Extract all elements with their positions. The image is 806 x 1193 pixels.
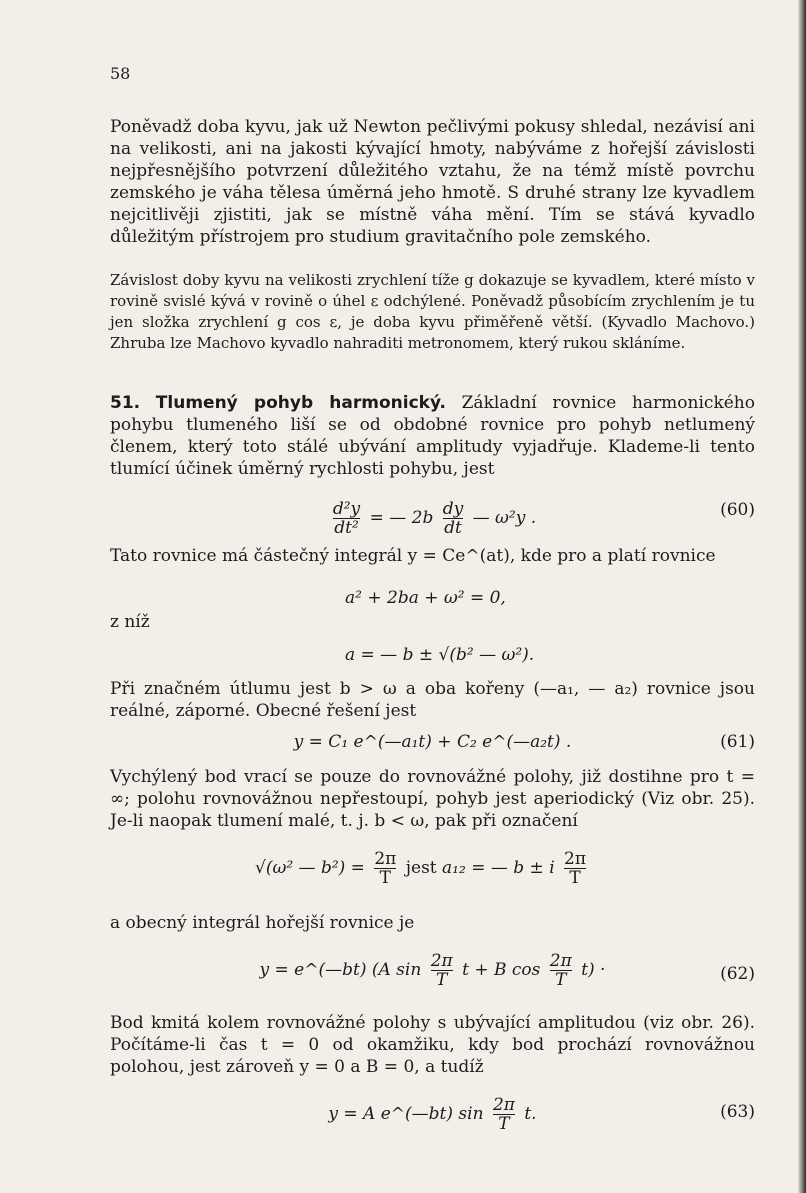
- section-number: 51.: [110, 393, 141, 413]
- equation-number-61: (61): [720, 732, 755, 752]
- equation-62: y = e^(—bt) (A sin $\frac{2\pi}{T}$ t + B cos $\frac{2\pi}{T}$ t) · (62): [259, 951, 755, 990]
- eq60-frac-denominator: dt: [444, 518, 462, 538]
- equation-number-62: (62): [720, 964, 755, 984]
- eq60-frac-numerator: dy: [442, 499, 464, 519]
- equation-60: [110, 490, 755, 536]
- paragraph-general-integral: a obecný integrál hořejší rovnice je: [110, 913, 415, 933]
- section-51-paragraph: [110, 392, 755, 480]
- eq61-expression: y = C₁ e^(—a₁t) + C₂ e^(—a₂t) .: [293, 732, 572, 752]
- equation-characteristic: a² + 2ba + ω² = 0,: [345, 588, 506, 608]
- page-edge-shadow: [798, 0, 806, 1193]
- eqc-jest: jest: [405, 858, 437, 878]
- eq62-left: y = e^(—bt) (A sin: [259, 960, 422, 980]
- eq63-end: t.: [524, 1104, 537, 1124]
- eq60-lhs-numerator: d²y: [332, 499, 361, 519]
- equation-notation: √(ω² — b²) = $\frac{2\pi}{T}$ jest a₁₂ = — b ± i $\frac{2\pi}{T}$: [255, 849, 587, 888]
- paragraph-aperiodic: Vychýlený bod vrací se pouze do rovnovážné polohy, již dostihne pro t = ∞; polohu rovnovážnou nepřestoupí, pohyb jest aperiodický (Viz obr. 25). Je-li naopak tlumení malé, t. j. b < ω, pak při označení: [110, 767, 755, 831]
- equation-number-60: (60): [720, 500, 755, 520]
- eq60-lhs-denominator: dt²: [334, 518, 359, 538]
- eq62-end: t) ·: [581, 960, 606, 980]
- label-z-niz: z níž: [110, 612, 150, 632]
- paragraph-oscillation: Bod kmitá kolem rovnovážné polohy s ubývající amplitudou (viz obr. 26). Počítáme-li čas t = 0 od okamžiku, kdy bod prochází rovnovážnou polohou, jest zároveň y = 0 a B = 0, a tudíž: [110, 1013, 755, 1077]
- eqc-left: √(ω² — b²) =: [255, 858, 365, 878]
- equation-roots: a = — b ± √(b² — ω²).: [345, 645, 535, 665]
- paragraph-strong-damping: Při značném útlumu jest b > ω a oba kořeny (—a₁, — a₂) rovnice jsou reálné, záporné. Obecné řešení jest: [110, 679, 755, 721]
- paragraph-partial-integral: Tato rovnice má částečný integrál y = Ce^(at), kde pro a platí rovnice: [110, 546, 716, 566]
- equation-number-63: (63): [720, 1102, 755, 1122]
- eq60-middle: = — 2b: [369, 508, 434, 528]
- section-intro-text: Základní rovnice harmonického pohybu tlumeného liší se od obdobné rovnice pro pohyb netlumený členem, který toto stálé ubývání amplitudy vyjadřuje. Klademe-li tento tlumící účinek úměrný rychlosti pohybu, jest: [110, 393, 755, 479]
- eq63-left: y = A e^(—bt) sin: [328, 1104, 484, 1124]
- equation-61: [110, 722, 755, 768]
- eq62-middle: t + B cos: [462, 960, 541, 980]
- paragraph-small-print: Závislost doby kyvu na velikosti zrychlení tíže g dokazuje se kyvadlem, které místo v rovině svislé kývá v rovině o úhel ε odchýlené. Poněvadž působícím zrychlením je tu jen složka zrychlení g cos ε, je doba kyvu přiměřeně větší. (Kyvadlo Machovo.) Zhruba lze Machovo kyvadlo nahraditi metronomem, který rukou skláníme.: [110, 271, 755, 352]
- section-title: Tlumený pohyb harmonický.: [155, 393, 446, 413]
- page-number: 58: [110, 64, 131, 83]
- eqc-right: a₁₂ = — b ± i: [442, 858, 555, 878]
- eq60-rest: — ω²y .: [472, 508, 537, 528]
- paragraph-newton: Poněvadž doba kyvu, jak už Newton pečlivými pokusy shledal, nezávisí ani na velikosti, ani na jakosti kývající hmoty, nabýváme z hořejší závislosti nejpřesnějšího potvrzení důležitého vztahu, že na témž místě povrchu zemského je váha tělesa úměrná jeho hmotě. S druhé strany lze kyvadlem nejcitlivěji zjistiti, jak se místně váha mění. Tím se stává kyvadlo důležitým přístrojem pro studium gravitačního pole zemského.: [110, 117, 755, 247]
- equation-63: y = A e^(—bt) sin $\frac{2\pi}{T}$ t. (63): [328, 1095, 755, 1134]
